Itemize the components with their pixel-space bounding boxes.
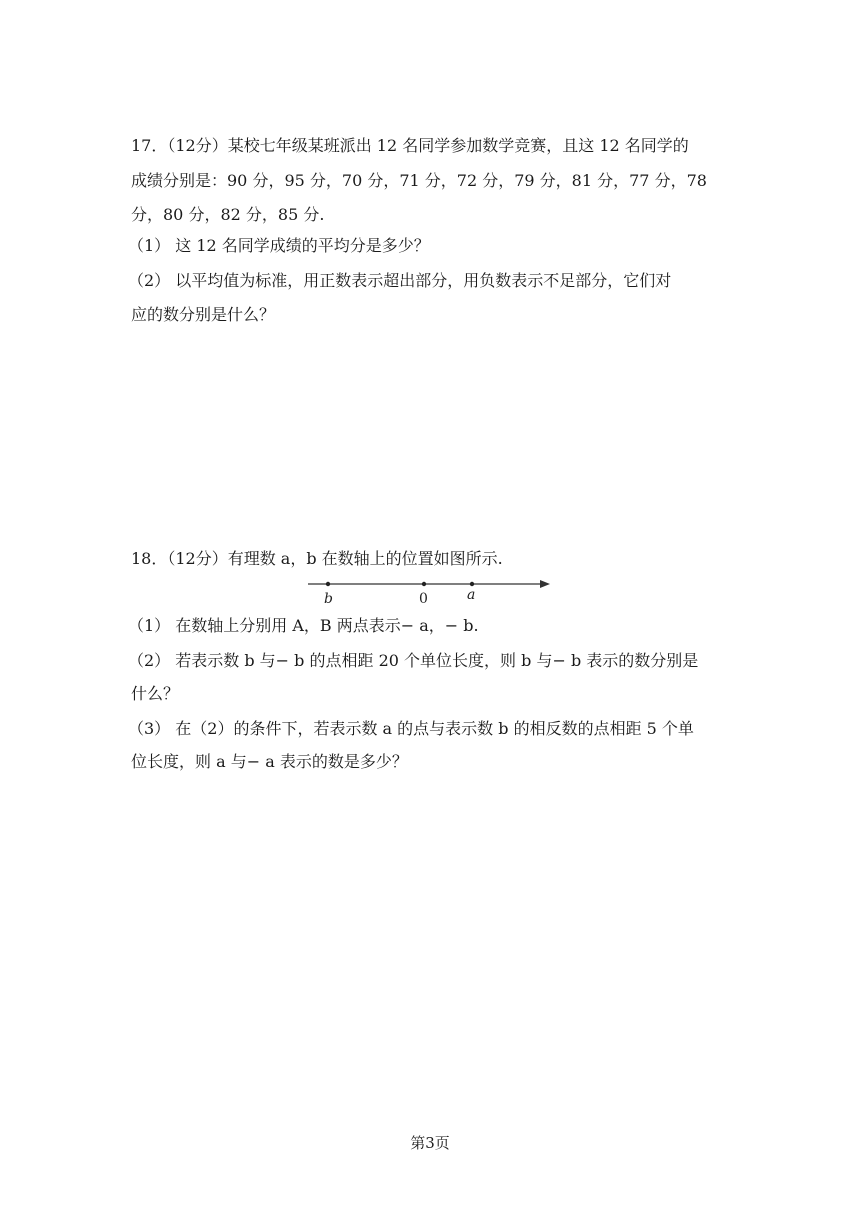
number-line-arrow	[540, 580, 550, 588]
q18-part-1: （1） 在数轴上分别用 A，B 两点表示− a，− b.	[128, 616, 479, 635]
q18-part-2-line-2: 什么？	[131, 684, 180, 703]
q17-line-3: 分，80 分，82 分，85 分.	[131, 205, 325, 224]
label-zero: 0	[419, 591, 428, 606]
q18-part-3-line-1: （3） 在（2）的条件下，若表示数 a 的点与表示数 b 的相反数的点相距 5 个单	[128, 719, 694, 738]
q17-part-2-line-1: （2） 以平均值为标准，用正数表示超出部分，用负数表示不足部分，它们对	[128, 271, 672, 290]
point-a	[470, 582, 474, 586]
q18-part-3-line-2: 位长度，则 a 与− a 表示的数是多少？	[131, 752, 408, 771]
q17-part-1: （1） 这 12 名同学成绩的平均分是多少？	[128, 236, 430, 255]
q18-part-2-line-1: （2） 若表示数 b 与− b 的点相距 20 个单位长度，则 b 与− b 表示的数分别是	[128, 651, 699, 670]
point-zero	[422, 582, 426, 586]
q18-line-1: 18．（12分）有理数 a，b 在数轴上的位置如图所示.	[131, 549, 503, 568]
q17-line-1: 17．（12分）某校七年级某班派出 12 名同学参加数学竞赛，且这 12 名同学的	[131, 136, 689, 155]
q17-line-2: 成绩分别是：90 分，95 分，70 分，71 分，72 分，79 分，81 分，77 分，78	[131, 171, 707, 190]
label-b: b	[324, 591, 333, 606]
q17-part-2-line-2: 应的数分别是什么？	[131, 305, 276, 324]
page-number: 第3页	[410, 1134, 450, 1152]
point-b	[326, 582, 330, 586]
label-a: a	[467, 587, 476, 603]
number-line-figure	[300, 572, 560, 606]
